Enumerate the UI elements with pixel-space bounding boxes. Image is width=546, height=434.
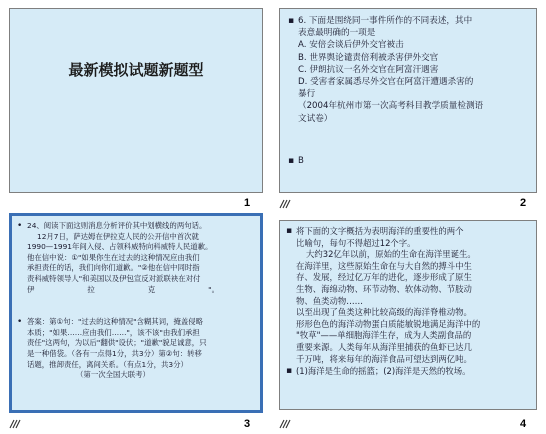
passage-line: 在海洋里，这些原始生命在与大自然的搏斗中生	[296, 260, 472, 271]
passage-line: 千万吨，将来每年的海洋食品可望达到两亿吨。	[296, 353, 472, 364]
spread-char: 克	[147, 284, 156, 294]
slide-3-thumbnail[interactable]	[9, 213, 263, 413]
question-line: 24、阅读下面这则消息分析评价其中划横线的两句话。	[27, 221, 207, 230]
passage-line: "牧草"——单细胞海洋生存，成为人类副食品的	[296, 330, 472, 341]
question-line: 表意最明确的一项是	[298, 28, 376, 39]
passage-line: 大约32亿年以前，原始的生命在海洋里诞生。	[306, 249, 476, 260]
passage-line: 生物、海绵动物、环节动物、软体动物、节肢动	[296, 283, 472, 294]
passage-line: 形形色色的海洋动物蛋白质能敏锐地满足海洋中的	[296, 318, 481, 329]
slide-3-content	[17, 221, 259, 381]
option-c: C. 伊朗抗议一名外交官在阿富汗遇害	[298, 64, 439, 75]
source-line: （2004年杭州市第一次高考科目教学质量检测语	[298, 101, 484, 112]
slide-4-number: 4	[520, 418, 527, 430]
question-line: 责科威特领导人"和美国以及伊包宣反对派联袂在对付	[27, 273, 201, 283]
answer-line: 本质；"如果……应由我们……"，该不该"由我们承担	[27, 327, 200, 337]
intro-line: 将下面的文字概括为表明海洋的重要性的两个	[296, 226, 464, 236]
option-d: D. 受害者家属悉尽外交官在阿富汗遭遇杀害的	[298, 77, 474, 88]
answer-text: (1)海洋是生命的摇篮；(2)海洋是天然的牧场。	[296, 366, 471, 377]
spread-char: 伊	[27, 284, 35, 294]
slide-4-content	[286, 226, 532, 378]
slide-3-number: 3	[244, 418, 251, 430]
source-line: 文试卷）	[298, 113, 333, 124]
bullet-icon: ▪	[288, 16, 295, 26]
option-b: B. 世界舆论谴责倍利被杀害伊外交官	[298, 52, 439, 63]
slide-1-title: 最新模拟试题新题型	[68, 61, 204, 79]
passage-line: 重要来源。人类每年从海洋里捕获的鱼虾已达几	[296, 341, 472, 352]
slide-2-thumbnail[interactable]	[279, 8, 537, 193]
passage-line: 物、鱼类动物……	[296, 295, 363, 306]
bullet-icon: •	[17, 221, 23, 231]
spread-char: "。	[208, 284, 219, 294]
slide-4-thumbnail[interactable]	[279, 220, 537, 410]
source-line: （第一次全国大联考）	[76, 370, 150, 380]
slide-2-content	[288, 15, 530, 167]
slide-1-number: 1	[244, 197, 251, 209]
answer-text: B	[298, 155, 304, 166]
bullet-icon: ▪	[288, 155, 295, 166]
question-line: 6. 下面是围绕同一事件所作的不同表述，其中	[298, 16, 473, 26]
answer-line: 责任"这两句，为以后"翻供"设伏；"道歉"貌足诚意，只	[27, 338, 207, 348]
intro-line: 比喻句，每句不得超过12个字。	[296, 237, 416, 248]
passage-line: 存、发展，经过亿万年的进化，逐步形成了原生	[296, 272, 472, 283]
option-a: A. 安倍会谈后伊外交官被击	[298, 40, 404, 51]
bullet-icon: •	[17, 317, 23, 328]
slide-1-thumbnail[interactable]	[9, 8, 263, 193]
animation-icon	[9, 419, 23, 429]
animation-icon	[279, 419, 293, 429]
question-line: 承担责任的话，我们向你们道歉。"②他在信中同时指	[27, 263, 200, 273]
spread-char: 拉	[87, 284, 95, 294]
question-line: 12月7日，萨达姆在伊拉克人民的公开信中首次就	[37, 231, 199, 241]
bullet-icon: ▪	[286, 226, 293, 236]
answer-line: 是一种借袋。（各有一点得1分，共3分）第②句：转移	[27, 348, 202, 358]
slide-2-number: 2	[520, 197, 527, 209]
question-line: 1990—1991年间入侵、占领科威特向科威特人民道歉。	[27, 242, 213, 252]
passage-line: 以至出现了鱼类这种比较高级的海洋脊椎动物。	[296, 307, 472, 318]
answer-line: 答案：第①句："过去的这种情况"含糊其词，掩盖侵略	[27, 317, 204, 327]
answer-line: 话题，推卸责任，离间关系。（有点1分，共3分）	[27, 359, 188, 369]
question-line: 他在信中说：①"如果你生在过去的这种情况应由我们	[27, 252, 200, 262]
animation-icon	[279, 199, 293, 209]
spread-line	[27, 285, 259, 296]
bullet-icon: ▪	[286, 366, 293, 377]
option-d-continued: 暴行	[298, 89, 316, 100]
